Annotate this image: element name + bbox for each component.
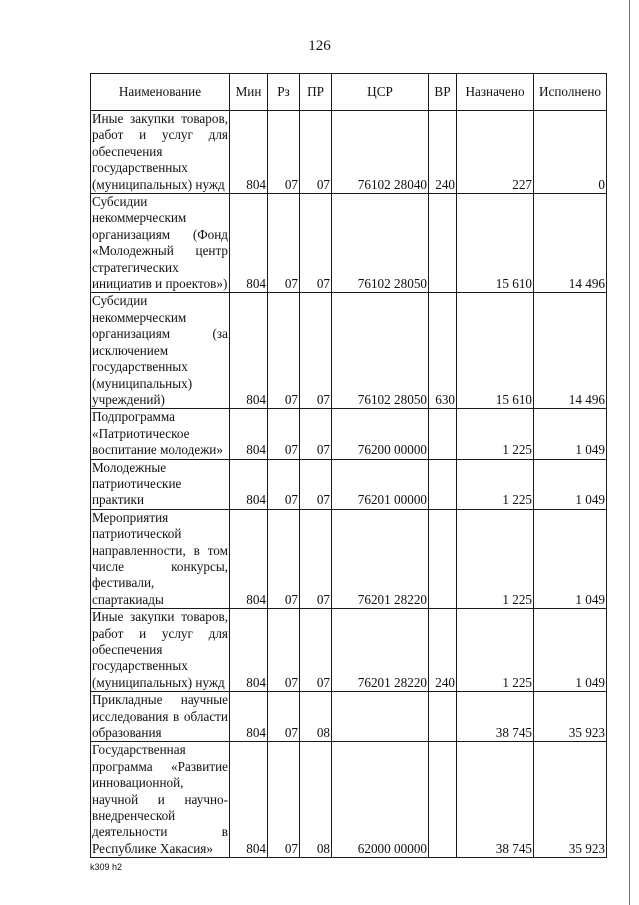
row-vr bbox=[429, 459, 457, 509]
page-edge-line bbox=[629, 0, 630, 905]
row-assigned: 1 225 bbox=[457, 459, 534, 509]
table-row bbox=[91, 409, 607, 459]
row-assigned: 1 225 bbox=[457, 409, 534, 459]
table-row bbox=[91, 742, 607, 858]
row-min: 804 bbox=[230, 194, 268, 293]
row-pr: 07 bbox=[300, 293, 332, 409]
row-csr: 76102 28050 bbox=[332, 293, 429, 409]
row-min: 804 bbox=[230, 742, 268, 858]
row-rz: 07 bbox=[268, 459, 300, 509]
row-csr: 76201 28220 bbox=[332, 509, 429, 608]
row-csr: 76201 28220 bbox=[332, 609, 429, 692]
row-vr bbox=[429, 409, 457, 459]
row-vr: 240 bbox=[429, 111, 457, 194]
row-executed: 1 049 bbox=[534, 509, 607, 608]
row-vr bbox=[429, 692, 457, 742]
row-name: Молодежные патриотические практики bbox=[91, 459, 230, 509]
row-vr: 240 bbox=[429, 609, 457, 692]
table-row bbox=[91, 111, 607, 194]
row-executed: 14 496 bbox=[534, 194, 607, 293]
row-csr bbox=[332, 692, 429, 742]
header-pr: ПР bbox=[300, 74, 332, 111]
row-rz: 07 bbox=[268, 609, 300, 692]
row-assigned: 1 225 bbox=[457, 509, 534, 608]
row-pr: 08 bbox=[300, 692, 332, 742]
row-name: Субсидии некоммерческим организациям (за исключением государственных (муниципальных) учреждений) bbox=[92, 293, 228, 407]
row-executed: 35 923 bbox=[534, 692, 607, 742]
row-pr: 07 bbox=[300, 409, 332, 459]
row-assigned: 15 610 bbox=[457, 194, 534, 293]
row-name: Подпрограмма «Патриотическое воспитание молодежи» bbox=[91, 409, 230, 459]
header-name: Наименование bbox=[91, 74, 230, 111]
row-csr: 76201 00000 bbox=[332, 459, 429, 509]
table-row bbox=[91, 293, 607, 409]
table-row bbox=[91, 194, 607, 293]
header-vr: ВР bbox=[429, 74, 457, 111]
page-number: 126 bbox=[308, 38, 331, 54]
header-min: Мин bbox=[230, 74, 268, 111]
row-min: 804 bbox=[230, 509, 268, 608]
row-rz: 07 bbox=[268, 742, 300, 858]
row-name: Государственная программа «Развитие инновационной, научной и научно-внедренческой деятельности в Республике Хакасия» bbox=[92, 742, 228, 856]
header-csr: ЦСР bbox=[332, 74, 429, 111]
table-row bbox=[91, 509, 607, 608]
row-pr: 07 bbox=[300, 111, 332, 194]
budget-table bbox=[90, 73, 607, 858]
row-pr: 07 bbox=[300, 459, 332, 509]
row-name: Субсидии некоммерческим организациям (Фонд «Молодежный центр стратегических инициатив и проектов») bbox=[92, 194, 228, 292]
table-row bbox=[91, 459, 607, 509]
row-csr: 62000 00000 bbox=[332, 742, 429, 858]
row-min: 804 bbox=[230, 293, 268, 409]
row-vr bbox=[429, 509, 457, 608]
row-executed: 1 049 bbox=[534, 409, 607, 459]
row-name: Прикладные научные исследования в области образования bbox=[92, 692, 228, 741]
row-csr: 76200 00000 bbox=[332, 409, 429, 459]
row-min: 804 bbox=[230, 459, 268, 509]
row-min: 804 bbox=[230, 692, 268, 742]
row-pr: 07 bbox=[300, 194, 332, 293]
row-pr: 07 bbox=[300, 609, 332, 692]
header-executed: Исполнено bbox=[534, 74, 607, 111]
row-rz: 07 bbox=[268, 692, 300, 742]
table-row bbox=[91, 609, 607, 692]
row-min: 804 bbox=[230, 609, 268, 692]
row-csr: 76102 28040 bbox=[332, 111, 429, 194]
row-name: Мероприятия патриотической направленности, в том числе конкурсы, фестивали, спартакиады bbox=[92, 509, 228, 607]
row-executed: 35 923 bbox=[534, 742, 607, 858]
row-pr: 08 bbox=[300, 742, 332, 858]
row-rz: 07 bbox=[268, 111, 300, 194]
header-assigned: Назначено bbox=[457, 74, 534, 111]
row-csr: 76102 28050 bbox=[332, 194, 429, 293]
row-name: Иные закупки товаров, работ и услуг для обеспечения государственных (муниципальных) нужд bbox=[92, 111, 228, 192]
header-rz: Рз bbox=[268, 74, 300, 111]
row-vr bbox=[429, 194, 457, 293]
row-min: 804 bbox=[230, 111, 268, 194]
row-rz: 07 bbox=[268, 194, 300, 293]
row-assigned: 38 745 bbox=[457, 742, 534, 858]
table-row bbox=[91, 692, 607, 742]
row-vr: 630 bbox=[429, 293, 457, 409]
row-executed: 14 496 bbox=[534, 293, 607, 409]
row-executed: 1 049 bbox=[534, 459, 607, 509]
footer-code: k309 h2 bbox=[90, 862, 123, 872]
row-min: 804 bbox=[230, 409, 268, 459]
row-rz: 07 bbox=[268, 509, 300, 608]
row-pr: 07 bbox=[300, 509, 332, 608]
row-name: Иные закупки товаров, работ и услуг для обеспечения государственных (муниципальных) нужд bbox=[92, 609, 228, 690]
row-assigned: 1 225 bbox=[457, 609, 534, 692]
row-vr bbox=[429, 742, 457, 858]
table-header-row bbox=[91, 74, 607, 111]
row-executed: 0 bbox=[534, 111, 607, 194]
row-assigned: 38 745 bbox=[457, 692, 534, 742]
row-rz: 07 bbox=[268, 293, 300, 409]
row-rz: 07 bbox=[268, 409, 300, 459]
row-assigned: 227 bbox=[457, 111, 534, 194]
row-executed: 1 049 bbox=[534, 609, 607, 692]
row-assigned: 15 610 bbox=[457, 293, 534, 409]
